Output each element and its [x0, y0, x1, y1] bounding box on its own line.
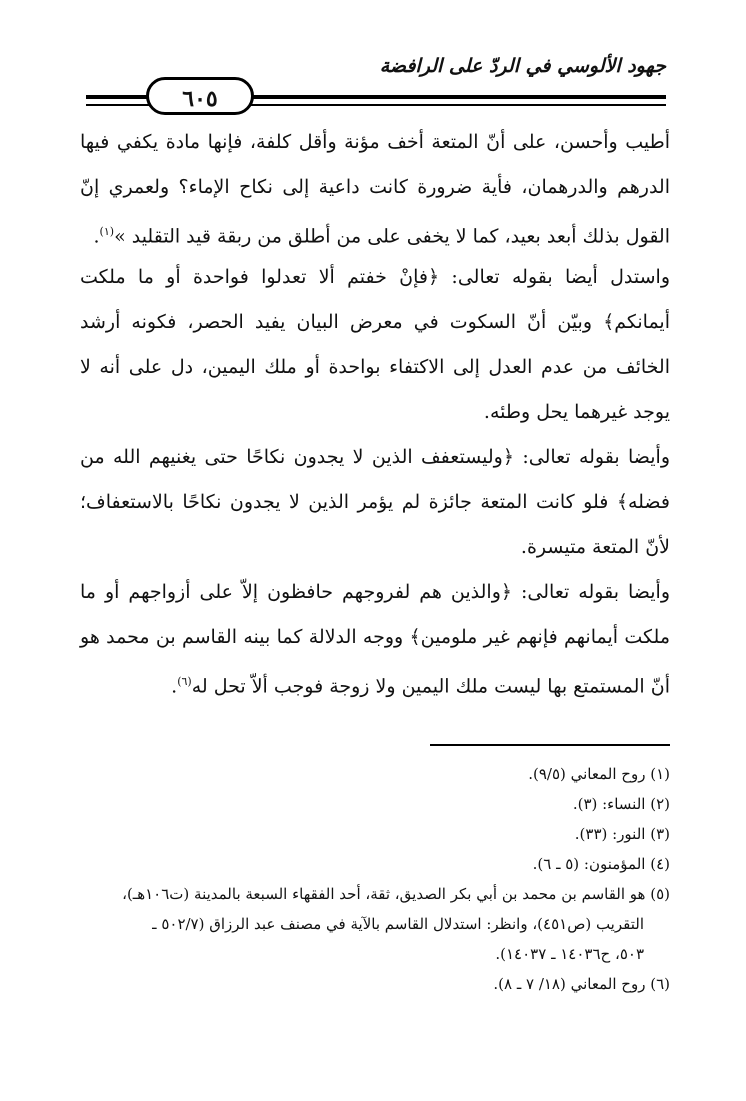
text-line: وأيضا بقوله تعالى: ﴿وليستعفف الذين لا يجدون نكاحًا حتى يغنيهم الله من [80, 446, 670, 468]
text-line: الخائف من عدم العدل إلى الاكتفاء بواحدة أو ملك اليمين، دل على أنه لا [80, 356, 670, 378]
page-header [86, 55, 666, 115]
text-line: فضله﴾ فلو كانت المتعة جائزة لم يؤمر الذين لا يجدون نكاحًا بالاستعفاف؛ [80, 491, 670, 513]
footnote: (٦) روح المعاني (١٨/ ٧ ـ ٨). [493, 975, 670, 993]
text-line: أنّ المستمتع بها ليست ملك اليمين ولا زوجة فوجب ألاّ تحل له$^{(٦)}$. [171, 675, 670, 698]
running-title: جهود الألوسي في الردّ على الرافضة [379, 55, 666, 77]
text-line: أطيب وأحسن، على أنّ المتعة أخف مؤنة وأقل كلفة، فإنها مادة يكفي فيها [80, 131, 670, 153]
footnote: (٤) المؤمنون: (٥ ـ ٦). [532, 855, 670, 873]
footnote-ref: (١) [99, 225, 115, 238]
footnote-ref: (٦) [177, 675, 192, 688]
footnote: (٣) النور: (٣٣). [574, 825, 670, 843]
text-line: ملكت أيمانهم فإنهم غير ملومين﴾ ووجه الدلالة كما بينه القاسم بن محمد هو [80, 626, 670, 648]
text-line: لأنّ المتعة متيسرة. [520, 536, 670, 558]
text-line: واستدل أيضا بقوله تعالى: ﴿فإنْ خفتم ألا تعدلوا فواحدة أو ما ملكت [80, 266, 670, 288]
text-line: يوجد غيرهما يحل وطئه. [483, 401, 670, 423]
text-line: أيمانكم﴾ وبيّن أنّ السكوت في معرض البيان يفيد الحصر، فكونه أرشد [80, 311, 670, 333]
footnote-separator [430, 744, 670, 746]
footnote: (١) روح المعاني (٩/٥). [528, 765, 670, 783]
text-line: وأيضا بقوله تعالى: ﴿والذين هم لفروجهم حافظون إلاّ على أزواجهم أو ما [80, 581, 670, 603]
page-number: ٦٠٥ [146, 77, 254, 115]
main-text [80, 130, 670, 715]
footnote: (٥) هو القاسم بن محمد بن أبي بكر الصديق، ثقة، أحد الفقهاء السبعة بالمدينة (ت١٠٦هـ)، [122, 885, 670, 903]
footnotes [80, 764, 670, 994]
text-line: القول بذلك أبعد بعيد، كما لا يخفى على من أطلق من ربقة قيد التقليد »$^{(١)}$. [93, 225, 670, 248]
text-line: الدرهم والدرهمان، فأية ضرورة كانت داعية إلى نكاح الإماء؟ ولعمري إنّ [80, 176, 670, 198]
footnote-continuation: التقريب (ص٤٥١)، وانظر: استدلال القاسم بالآية في مصنف عبد الرزاق (٥٠٢/٧ ـ [152, 915, 644, 933]
footnote-continuation: ٥٠٣، ح١٤٠٣٦ ـ ١٤٠٣٧). [495, 945, 644, 963]
footnote: (٢) النساء: (٣). [572, 795, 670, 813]
